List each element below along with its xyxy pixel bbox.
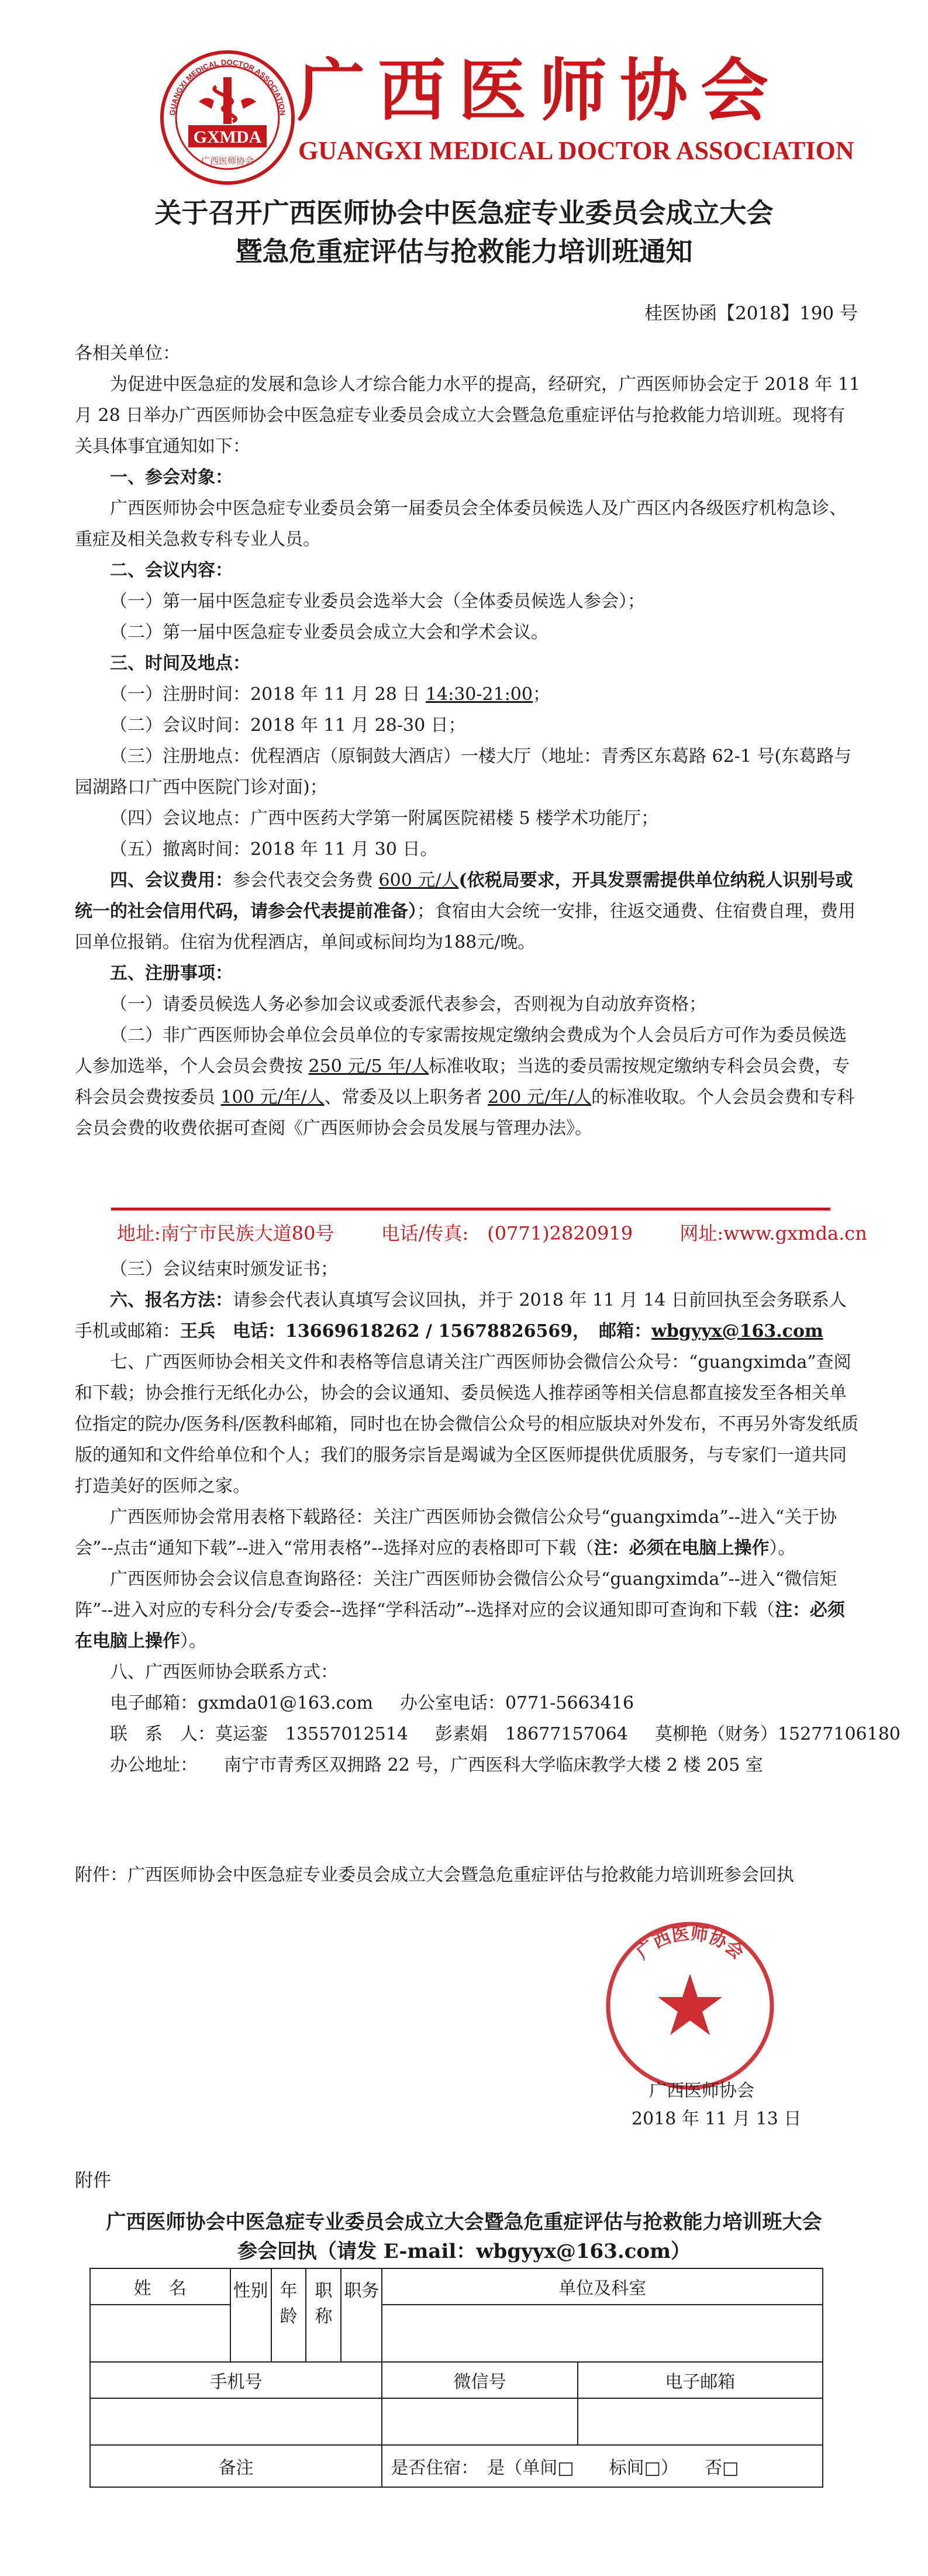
section5-item3: （三）会议结束时颁发证书； (110, 1259, 338, 1280)
section3-item4: （四）会议地点：广西中医药大学第一附属医院裙楼 5 楼学术功能厅； (110, 808, 659, 829)
section3-heading: 三、时间及地点： (110, 653, 250, 674)
col-remark: 备注 (90, 2445, 382, 2487)
doc-title-line2: 暨急危重症评估与抢救能力培训班通知 (235, 236, 693, 267)
reg-time-end: ； (532, 684, 550, 705)
meeting-path-text: 广西医师协会会议信息查询路径：关注广西医师协会微信公众号“guangximda”--进入“微信矩阵”--进入对应的专科分会/专委会--选择“学科活动”--选择对应的会议通知即可查询和下载（ (75, 1569, 837, 1620)
section2-item1: （一）第一届中医急症专业委员会选举大会（全体委员候选人参会）； (110, 591, 645, 612)
notice-body (75, 338, 861, 1144)
section8-heading: 八、广西医师协会联系方式： (110, 1662, 338, 1682)
contact-person: 王兵 电话：13669618262 / 15678826569， 邮箱： (180, 1321, 652, 1342)
contact-finance: 莫柳艳（财务）15277106180 (654, 1724, 901, 1744)
fee-label: 参会代表交会务费 (233, 870, 379, 891)
cell-wechat-entry[interactable] (382, 2398, 577, 2445)
section1-text: 广西医师协会中医急症专业委员会第一届委员会全体委员候选人及广西区内各级医疗机构急诊、重症及相关急救专科专业人员。 (75, 498, 847, 550)
col-title: 职称 (306, 2268, 341, 2362)
section6-text: 请参会代表认真填写会议回执，并于 2018 年 11 月 14 日前回执至会务联系人手机或邮箱： (75, 1290, 847, 1342)
section3-item5: （五）撤离时间：2018 年 11 月 30 日。 (110, 839, 438, 860)
letterhead-footer (117, 1219, 867, 1246)
invoice-note: (依税局要求，开具发票需提供单位纳税人识别号或统一的社会信用代码，请参会代表提前准备） (75, 870, 853, 922)
footer-address: 地址:南宁市民族大道80号 (117, 1222, 334, 1244)
section2-heading: 二、会议内容： (110, 560, 233, 581)
col-unit: 单位及科室 (382, 2268, 823, 2305)
contact-mo: 联 系 人：莫运銮 13557012514 (110, 1724, 408, 1744)
committee-fee-value: 100 元/年/人 (220, 1087, 325, 1108)
forms-path-note: 注：必须在电脑上操作 (594, 1538, 770, 1558)
standing-fee-value: 200 元/年/人 (488, 1087, 592, 1108)
form-contact-entry-row (90, 2398, 823, 2445)
col-position: 职务 (341, 2268, 382, 2362)
lodging-note: ；食宿由大会统一安排，往返交通费、住宿费自理，费用回单位报销。住宿为优程酒店，单间或标间均为188元/晚。 (75, 901, 855, 953)
salutation: 各相关单位： (75, 343, 180, 364)
footer-phone: 电话/传真: (0771)2820919 (381, 1222, 633, 1244)
contact-persons (75, 1719, 901, 1750)
reg-time-value: 14:30-21:00 (425, 684, 533, 705)
office-phone: 办公室电话：0771-5663416 (399, 1693, 634, 1713)
member-fee-value: 250 元/5 年/人 (308, 1056, 429, 1077)
form-remark-row (90, 2445, 823, 2487)
section5-item1: （一）请委员候选人务必参加会议或委派代表参会，否则视为自动放弃资格； (110, 994, 706, 1015)
member-fee-text: （二）非广西医师协会单位会员单位的专家需按规定缴纳会费成为个人会员后方可作为委员候选人参加选举，个人会员会费按 (75, 1025, 847, 1077)
logo-cn-text: 广西医师协会 (201, 156, 254, 166)
logo-ring-text: GUANGXI MEDICAL DOCTOR ASSOCIATION (167, 57, 288, 116)
section2-item2: （二）第一届中医急症专业委员会成立大会和学术会议。 (110, 622, 548, 643)
reply-form-title-line2: 参会回执（请发 E-mail：wbgyyx@163.com） (237, 2240, 691, 2263)
section3-item3: （三）注册地点：优程酒店（原铜鼓大酒店）一楼大厅（地址：青秀区东葛路 62-1 号(东葛路与园湖路口广西中医院门诊对面)； (75, 746, 852, 798)
seal-ring-text: 广西医师协会 (633, 1923, 747, 1964)
attachment-note: 附件：广西医师协会中医急症专业委员会成立大会暨急危重症评估与抢救能力培训班参会回执 (75, 1865, 794, 1885)
issue-date: 2018 年 11 月 13 日 (632, 2109, 802, 2129)
doc-number: 桂医协函【2018】190 号 (644, 303, 858, 324)
section3-item1 (75, 679, 861, 710)
col-gender: 性别 (230, 2268, 271, 2362)
meeting-path-note: 注：必须在电脑上操作 (75, 1600, 845, 1651)
org-name-cn: 广西医师协会 (297, 51, 781, 130)
email-line (75, 1688, 861, 1719)
org-name-en: GUANGXI MEDICAL DOCTOR ASSOCIATION (298, 136, 854, 165)
form-contact-header-row (90, 2362, 823, 2398)
col-mobile: 手机号 (90, 2362, 382, 2398)
official-seal (602, 1918, 778, 2094)
reg-time-label: （一）注册时间：2018 年 11 月 28 日 (110, 684, 426, 705)
intro-paragraph: 为促进中医急症的发展和急诊人才综合能力水平的提高，经研究，广西医师协会定于 2018 年 11 月 28 日举办广西医师协会中医急症专业委员会成立大会暨急危重症评估与抢救能力培训班。现将有关具体事宜通知如下： (75, 374, 861, 457)
form-name-entry-row (90, 2305, 823, 2362)
specialty-fee-text: 标准收取；当选的委员需按规定缴纳专科会员会费，专科会员会费按委员 (75, 1056, 850, 1108)
cell-unit-entry[interactable] (382, 2305, 823, 2362)
section3-item2: （二）会议时间：2018 年 11 月 28-30 日； (110, 715, 466, 736)
letterhead-footer-rule (111, 1208, 830, 1211)
section6-paragraph (75, 1285, 861, 1347)
section5-heading: 五、注册事项： (110, 963, 233, 984)
attachment-label: 附件 (75, 2170, 111, 2191)
reply-form-table (89, 2268, 823, 2488)
meeting-query-path (75, 1564, 861, 1657)
notice-body-continued (75, 1254, 901, 1781)
footer-website: 网址:www.gxmda.cn (679, 1222, 867, 1244)
office-address: 办公地址： 南宁市青秀区双拥路 22 号，广西医科大学临床教学大楼 2 楼 205 室 (110, 1755, 763, 1775)
fee-basis-text: 的标准收取。个人会员会费和专科会员会费的收费依据可查阅《广西医师协会会员发展与管理办法》。 (75, 1087, 855, 1139)
reply-form-title (0, 2208, 928, 2266)
svg-text:广西医师协会 (633, 1923, 747, 1964)
form-header-row (90, 2268, 823, 2305)
cell-name-entry[interactable] (90, 2305, 230, 2362)
contact-email[interactable]: wbgyyx@163.com (651, 1321, 823, 1342)
standing-fee-text: 、常委及以上职务者 (324, 1087, 488, 1108)
logo-text: GXMDA (193, 127, 262, 147)
doc-title-line1: 关于召开广西医师协会中医急症专业委员会成立大会 (154, 197, 774, 229)
office-email: 电子邮箱：gxmda01@163.com (110, 1693, 373, 1713)
forms-path-end: ）。 (769, 1538, 796, 1558)
col-age: 年龄 (271, 2268, 306, 2362)
col-email: 电子邮箱 (578, 2362, 823, 2398)
cell-email-entry[interactable] (578, 2398, 823, 2445)
section6-heading: 六、报名方法： (110, 1290, 233, 1311)
section4-paragraph (75, 865, 861, 958)
section7-text: 七、广西医师协会相关文件和表格等信息请关注广西医师协会微信公众号：“guangximda”查阅和下载；协会推行无纸化办公，协会的会议通知、委员候选人推荐函等相关信息都直接发至各相关单位指定的院办/医务科/医教科邮箱，同时也在协会微信公众号的相应版块对外发布，不再另外寄发纸质版的通知和文件给单位和个人；我们的服务宗旨是竭诚为全区医师提供优质服务，与专家们一道共同打造美好的医师之家。 (75, 1352, 859, 1496)
seal-org-name: 广西医师协会 (649, 2081, 754, 2101)
meeting-path-end: ）。 (180, 1631, 206, 1651)
section5-item2 (75, 1020, 861, 1144)
cell-lodging-choice[interactable]: 是否住宿： 是（单间□ 标间□） 否□ (382, 2445, 823, 2487)
reply-form-title-line1: 广西医师协会中医急症专业委员会成立大会暨急危重症评估与抢救能力培训班大会 (106, 2211, 822, 2234)
col-wechat: 微信号 (382, 2362, 577, 2398)
fee-value: 600 元/人 (378, 870, 459, 891)
contact-peng: 彭素娟 18677157064 (434, 1724, 628, 1744)
cell-mobile-entry[interactable] (90, 2398, 382, 2445)
col-name: 姓 名 (90, 2268, 230, 2305)
section4-heading: 四、会议费用： (110, 870, 233, 891)
forms-download-path (75, 1502, 861, 1564)
gxmda-logo (158, 48, 297, 187)
forms-path-text: 广西医师协会常用表格下载路径：关注广西医师协会微信公众号“guangximda”--进入“关于协会”--点击“通知下载”--进入“常用表格”--选择对应的表格即可下载（ (75, 1507, 837, 1558)
section1-heading: 一、参会对象： (110, 467, 233, 488)
